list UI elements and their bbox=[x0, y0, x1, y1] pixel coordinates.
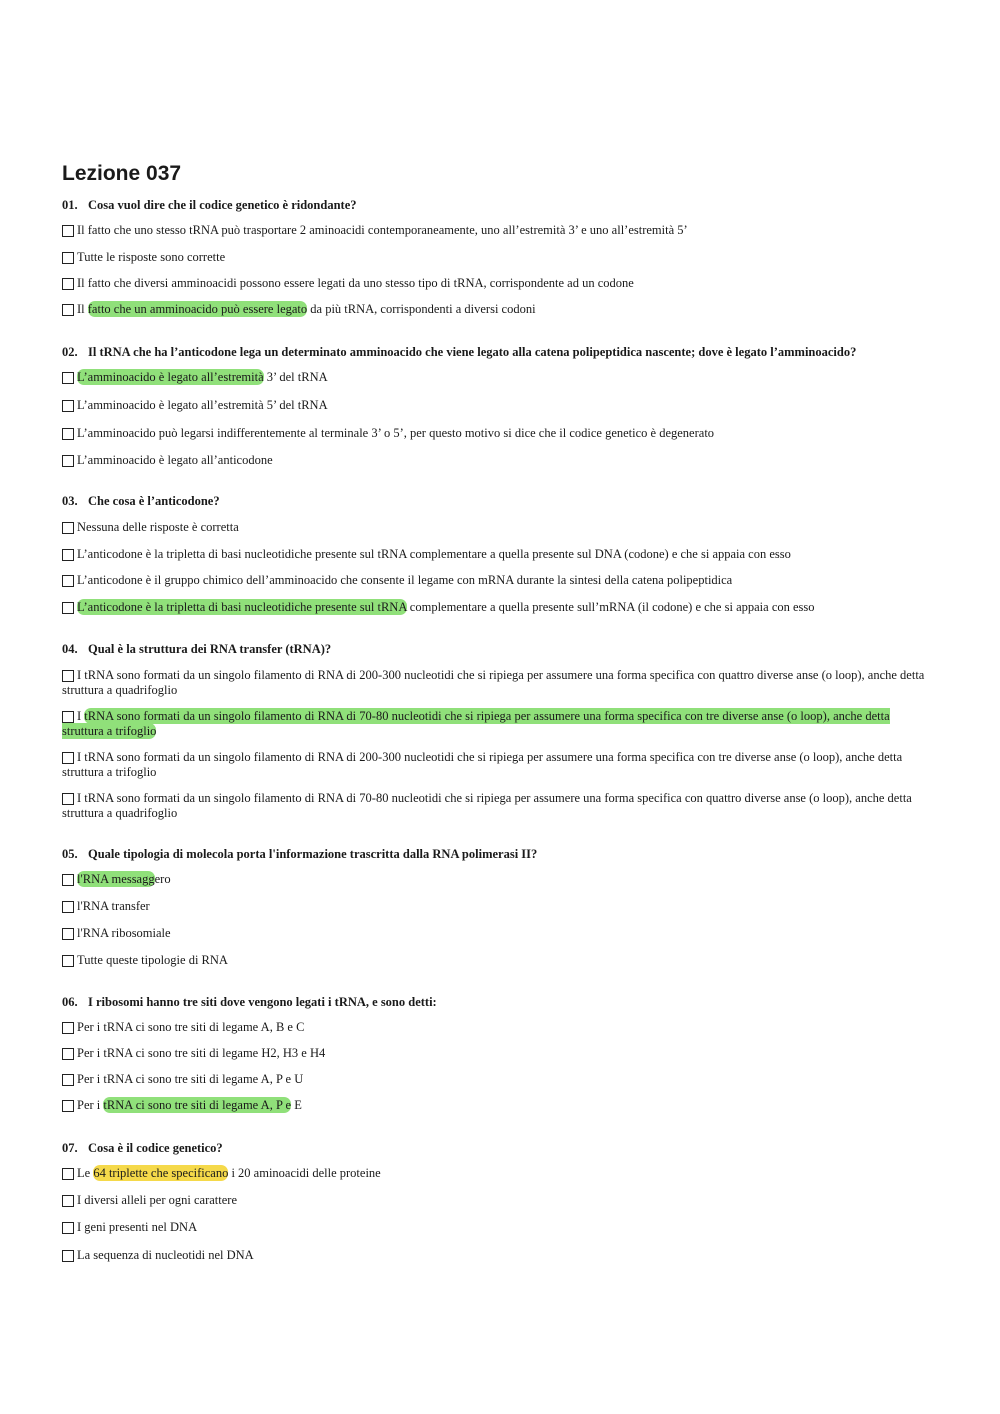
checkbox[interactable] bbox=[62, 304, 74, 316]
option-text-continued: ero bbox=[154, 872, 171, 886]
option-text: L’amminoacido è legato all’estremità 5’ del tRNA bbox=[77, 398, 328, 412]
checkbox[interactable] bbox=[62, 670, 74, 682]
option-text: L’amminoacido può legarsi indifferentemente al terminale 3’ o 5’, per questo motivo si dice che il codice genetico è degenerato bbox=[77, 426, 715, 440]
checkbox[interactable] bbox=[62, 455, 74, 467]
option-text: I tRNA sono formati da un singolo filamento di RNA di 200-300 nucleotidi che si ripiega per assumere una forma specifica con tre diverse anse (o loop), anche detta struttura a trifoglio bbox=[62, 750, 903, 779]
checkbox[interactable] bbox=[62, 874, 74, 886]
option-text: Il fatto che uno stesso tRNA può trasportare 2 aminoacidi contemporaneamente, uno all’estremità 3’ e uno all’estremità 5’ bbox=[77, 223, 688, 237]
checkbox[interactable] bbox=[62, 1250, 74, 1262]
answer-option[interactable] bbox=[62, 750, 934, 779]
option-text: Il bbox=[77, 302, 88, 316]
answer-option[interactable] bbox=[62, 573, 934, 588]
highlighted-text: tRNA sono formati da un singolo filamento di RNA di 70-80 nucleotidi che si ripiega per assumere una forma specifica con tre diverse anse (o loop), anche detta struttura a trifoglio bbox=[62, 709, 890, 738]
checkbox[interactable] bbox=[62, 793, 74, 805]
option-text: L’amminoacido è legato all’anticodone bbox=[77, 453, 273, 467]
option-text: I tRNA sono formati da un singolo filamento di RNA di 200-300 nucleotidi che si ripiega per assumere una forma specifica con quattro diverse anse (o loop), anche detta struttura a quadrifoglio bbox=[62, 668, 925, 697]
answer-option[interactable] bbox=[62, 791, 934, 820]
checkbox[interactable] bbox=[62, 1195, 74, 1207]
question-6 bbox=[62, 994, 942, 1010]
option-text: Per i tRNA ci sono tre siti di legame A, B e C bbox=[77, 1020, 305, 1034]
option-text: L’anticodone è la tripletta di basi nucleotidiche presente sul tRNA complementare a quella presente sul DNA (codone) e che si appaia con esso bbox=[77, 547, 791, 561]
checkbox[interactable] bbox=[62, 1048, 74, 1060]
option-text: Il fatto che diversi amminoacidi possono essere legati da uno stesso tipo di tRNA, corrispondente ad un codone bbox=[77, 276, 634, 290]
answer-option[interactable] bbox=[62, 1072, 934, 1087]
highlighted-text: L’anticodone è la tripletta di basi nucleotidiche presente sul tRNA bbox=[77, 600, 407, 614]
option-text: Per i tRNA ci sono tre siti di legame H2, H3 e H4 bbox=[77, 1046, 326, 1060]
option-text-continued: E bbox=[291, 1098, 302, 1112]
highlighted-text: l'RNA messagg bbox=[77, 872, 155, 886]
answer-option[interactable] bbox=[62, 668, 934, 697]
answer-option[interactable] bbox=[62, 547, 934, 562]
question-text: Quale tipologia di molecola porta l'informazione trascritta dalla RNA polimerasi II? bbox=[88, 847, 538, 861]
question-3 bbox=[62, 493, 942, 509]
answer-option[interactable] bbox=[62, 926, 934, 941]
checkbox[interactable] bbox=[62, 1100, 74, 1112]
question-text: I ribosomi hanno tre siti dove vengono legati i tRNA, e sono detti: bbox=[88, 995, 437, 1009]
highlighted-text: fatto che un amminoacido può essere legato bbox=[87, 302, 308, 316]
answer-option[interactable] bbox=[62, 1166, 934, 1181]
answer-option[interactable] bbox=[62, 223, 934, 238]
question-number: 07. bbox=[62, 1141, 78, 1155]
question-number: 01. bbox=[62, 198, 78, 212]
checkbox[interactable] bbox=[62, 372, 74, 384]
option-text: Le bbox=[77, 1166, 94, 1180]
question-number: 05. bbox=[62, 847, 78, 861]
option-text: Nessuna delle risposte è corretta bbox=[77, 520, 239, 534]
checkbox[interactable] bbox=[62, 428, 74, 440]
answer-option[interactable] bbox=[62, 398, 934, 413]
checkbox[interactable] bbox=[62, 1222, 74, 1234]
option-text: I bbox=[77, 709, 85, 723]
option-text-continued: da più tRNA, corrispondenti a diversi codoni bbox=[307, 302, 536, 316]
checkbox[interactable] bbox=[62, 400, 74, 412]
checkbox[interactable] bbox=[62, 252, 74, 264]
answer-option[interactable] bbox=[62, 1020, 934, 1035]
highlighted-text: L’amminoacido è legato all’estremità bbox=[77, 370, 264, 384]
highlighted-text: 64 triplette che specificano bbox=[93, 1166, 229, 1180]
question-2 bbox=[62, 344, 942, 360]
option-text-continued: 3’ del tRNA bbox=[263, 370, 328, 384]
answer-option[interactable] bbox=[62, 872, 934, 887]
answer-option[interactable] bbox=[62, 1193, 934, 1208]
option-text: I diversi alleli per ogni carattere bbox=[77, 1193, 237, 1207]
question-5 bbox=[62, 846, 942, 862]
answer-option[interactable] bbox=[62, 370, 934, 385]
option-text: Per i bbox=[77, 1098, 104, 1112]
option-text: l'RNA ribosomiale bbox=[77, 926, 171, 940]
question-text: Cosa è il codice genetico? bbox=[88, 1141, 223, 1155]
answer-option[interactable] bbox=[62, 520, 934, 535]
checkbox[interactable] bbox=[62, 602, 74, 614]
checkbox[interactable] bbox=[62, 711, 74, 723]
question-number: 03. bbox=[62, 494, 78, 508]
option-text: l'RNA transfer bbox=[77, 899, 150, 913]
option-text: Tutte queste tipologie di RNA bbox=[77, 953, 228, 967]
answer-option[interactable] bbox=[62, 1220, 934, 1235]
checkbox[interactable] bbox=[62, 901, 74, 913]
checkbox[interactable] bbox=[62, 955, 74, 967]
answer-option[interactable] bbox=[62, 1098, 934, 1113]
answer-option[interactable] bbox=[62, 276, 934, 291]
option-text: I tRNA sono formati da un singolo filamento di RNA di 70-80 nucleotidi che si ripiega per assumere una forma specifica con quattro diverse anse (o loop), anche detta struttura a quadrifoglio bbox=[62, 791, 912, 820]
highlighted-text: tRNA ci sono tre siti di legame A, P e bbox=[103, 1098, 292, 1112]
option-text: Tutte le risposte sono corrette bbox=[77, 250, 226, 264]
checkbox[interactable] bbox=[62, 928, 74, 940]
answer-option[interactable] bbox=[62, 600, 934, 615]
answer-option[interactable] bbox=[62, 953, 934, 968]
option-text: L’anticodone è il gruppo chimico dell’amminoacido che consente il legame con mRNA durante la sintesi della catena polipeptidica bbox=[77, 573, 733, 587]
question-number: 04. bbox=[62, 642, 78, 656]
answer-option[interactable] bbox=[62, 453, 934, 468]
question-4 bbox=[62, 641, 942, 657]
checkbox[interactable] bbox=[62, 1074, 74, 1086]
question-number: 06. bbox=[62, 995, 78, 1009]
question-text: Il tRNA che ha l’anticodone lega un determinato amminoacido che viene legato alla catena polipeptidica nascente; dove è legato l’amminoacido? bbox=[88, 345, 857, 359]
option-text: Per i tRNA ci sono tre siti di legame A, P e U bbox=[77, 1072, 304, 1086]
option-text-continued: complementare a quella presente sull’mRNA (il codone) e che si appaia con esso bbox=[406, 600, 815, 614]
checkbox[interactable] bbox=[62, 1168, 74, 1180]
lesson-title: Lezione 037 bbox=[62, 162, 182, 185]
checkbox[interactable] bbox=[62, 278, 74, 290]
option-text: I geni presenti nel DNA bbox=[77, 1220, 198, 1234]
checkbox[interactable] bbox=[62, 575, 74, 587]
option-text: La sequenza di nucleotidi nel DNA bbox=[77, 1248, 254, 1262]
answer-option[interactable] bbox=[62, 1046, 934, 1061]
answer-option[interactable] bbox=[62, 709, 934, 738]
checkbox[interactable] bbox=[62, 752, 74, 764]
answer-option[interactable] bbox=[62, 1248, 934, 1263]
answer-option[interactable] bbox=[62, 426, 934, 441]
checkbox[interactable] bbox=[62, 1022, 74, 1034]
question-text: Cosa vuol dire che il codice genetico è ridondante? bbox=[88, 198, 357, 212]
checkbox[interactable] bbox=[62, 225, 74, 237]
question-7 bbox=[62, 1140, 942, 1156]
answer-option[interactable] bbox=[62, 250, 934, 265]
answer-option[interactable] bbox=[62, 302, 934, 317]
answer-option[interactable] bbox=[62, 899, 934, 914]
question-number: 02. bbox=[62, 345, 78, 359]
checkbox[interactable] bbox=[62, 522, 74, 534]
question-text: Qual è la struttura dei RNA transfer (tRNA)? bbox=[88, 642, 332, 656]
checkbox[interactable] bbox=[62, 549, 74, 561]
option-text-continued: i 20 aminoacidi delle proteine bbox=[228, 1166, 381, 1180]
question-text: Che cosa è l’anticodone? bbox=[88, 494, 220, 508]
question-1 bbox=[62, 197, 942, 213]
